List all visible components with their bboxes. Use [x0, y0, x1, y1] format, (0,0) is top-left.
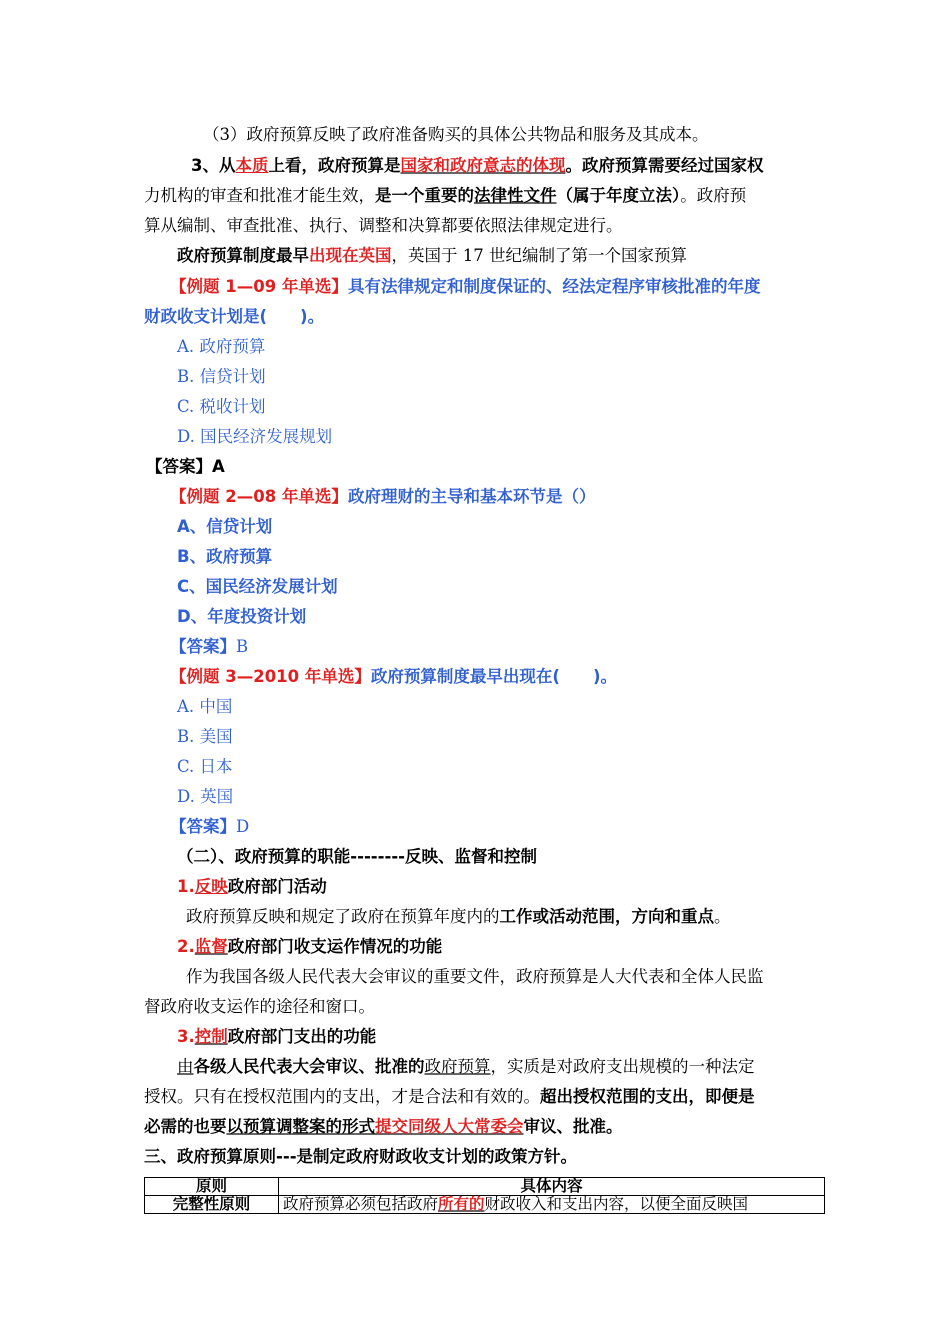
- text-run: 必需的也要: [144, 1117, 227, 1136]
- text-run: ，实质是对政府支出规模的一种法定: [490, 1057, 755, 1076]
- text-run: 政府预算必须包括政府: [283, 1195, 439, 1213]
- highlight-will: 国家和政府意志的体现: [400, 156, 566, 175]
- answer-tag: 【答案】: [170, 817, 236, 836]
- text-run: 政府预算反映和规定了政府在预算年度内的: [186, 907, 500, 926]
- text-run: 以预算调整案的形式: [226, 1117, 375, 1136]
- text-run: 。: [714, 907, 731, 926]
- paragraph-essence-line3: 算从编制、审查批准、执行、调整和决算都要依照法律规定进行。: [144, 216, 623, 235]
- question-3-option: C. 日本: [177, 757, 233, 776]
- question-2-option: C、国民经济发展计划: [177, 577, 338, 596]
- text-run: 政府预算: [424, 1057, 491, 1076]
- question-1-tag: 【例题 1—09 年单选】: [170, 277, 348, 296]
- function-title: 政府部门收支运作情况的功能: [227, 937, 443, 956]
- table-header: 原则: [145, 1178, 279, 1196]
- table-cell: 完整性原则: [145, 1196, 279, 1214]
- question-2-text: 政府理财的主导和基本环节是（）: [347, 487, 596, 506]
- text-run: 。政府预算需要经过国家权: [565, 156, 764, 175]
- section-heading-principles: 三、政府预算原则---是制定政府财政收支计划的政策方针。: [144, 1147, 578, 1166]
- question-3-answer: [170, 816, 249, 838]
- answer-value: D: [236, 817, 250, 836]
- function-key: 反映: [194, 877, 228, 896]
- question-2-answer: [170, 636, 248, 658]
- question-1-stem: 具有法律规定和制度保证的、经法定程序审核批准的年度: [347, 277, 761, 296]
- text-run: 各级人民代表大会审议、批准的: [193, 1057, 425, 1076]
- function-1-body: [186, 906, 731, 928]
- highlight-all: 所有的: [438, 1195, 485, 1213]
- text-run: 是一个重要的: [375, 186, 474, 205]
- question-3-text: 政府预算制度最早出现在( )。: [370, 667, 617, 686]
- table-cell: [279, 1196, 825, 1214]
- question-2-tag: 【例题 2—08 年单选】: [170, 487, 348, 506]
- function-title: 政府部门支出的功能: [227, 1027, 377, 1046]
- question-1-option: C. 税收计划: [177, 397, 266, 416]
- text-run: 审议、批准。: [523, 1117, 623, 1136]
- text-run: 超出授权范围的支出，即便是: [540, 1087, 755, 1106]
- text-run: ，英国于 17 世纪编制了第一个国家预算: [391, 246, 687, 265]
- paragraph-point-3: （3）政府预算反映了政府准备购买的具体公共物品和服务及其成本。: [203, 125, 709, 144]
- paragraph-essence-line1: [191, 155, 763, 177]
- section-heading-functions: （二）、政府预算的职能--------反映、监督和控制: [177, 847, 538, 866]
- function-2-heading: [177, 936, 442, 958]
- text-run: 由: [177, 1057, 194, 1076]
- function-key: 监督: [194, 937, 228, 956]
- function-title: 政府部门活动: [227, 877, 327, 896]
- question-2-option: D、年度投资计划: [177, 607, 307, 626]
- function-3-heading: [177, 1026, 376, 1048]
- question-1-stem-line1: [170, 276, 760, 298]
- principles-table: [144, 1177, 825, 1214]
- function-number: 1.: [177, 877, 195, 896]
- text-run: 工作或活动范围，方向和重点: [499, 907, 714, 926]
- highlight-england: 出现在英国: [309, 246, 392, 265]
- question-3-option: B. 美国: [177, 727, 233, 746]
- function-1-heading: [177, 876, 327, 898]
- function-3-body-line1: [177, 1056, 755, 1078]
- paragraph-origin: [177, 245, 687, 267]
- function-number: 2.: [177, 937, 195, 956]
- table-header-row: [145, 1178, 825, 1196]
- text-run: （属于年度立法）: [556, 186, 681, 205]
- function-number: 3.: [177, 1027, 195, 1046]
- highlight-essence: 本质: [235, 156, 269, 175]
- question-1-answer: 【答案】A: [146, 457, 225, 476]
- text-run: 授权。只有在授权范围内的支出，才是合法和有效的。: [144, 1087, 540, 1106]
- text-run: 3、从: [191, 156, 236, 175]
- text-run: 上看，政府预算是: [268, 156, 401, 175]
- question-2-option: A、信贷计划: [177, 517, 273, 536]
- question-3-tag: 【例题 3—2010 年单选】: [170, 667, 371, 686]
- question-3-option: A. 中国: [177, 697, 233, 716]
- paragraph-essence-line2: [144, 185, 746, 207]
- function-3-body-line3: [144, 1116, 623, 1138]
- answer-value: B: [236, 637, 249, 656]
- question-1-option: B. 信贷计划: [177, 367, 266, 386]
- question-2-option: B、政府预算: [177, 547, 273, 566]
- text-run: 政府预算制度最早: [177, 246, 309, 265]
- function-2-body-line2: 督政府收支运作的途径和窗口。: [144, 997, 375, 1016]
- table-row: [145, 1196, 825, 1214]
- text-run: 财政收入和支出内容，以便全面反映国: [484, 1195, 749, 1213]
- text-run: 提交同级人大常委会: [375, 1117, 524, 1136]
- question-3-stem: [170, 666, 617, 688]
- function-3-body-line2: [144, 1086, 755, 1108]
- text-run: 。政府预: [680, 186, 747, 205]
- question-1-stem-line2: 财政收支计划是( )。: [144, 307, 325, 326]
- answer-tag: 【答案】: [170, 637, 236, 656]
- table-header: 具体内容: [279, 1178, 825, 1196]
- question-1-option: A. 政府预算: [177, 337, 266, 356]
- question-3-option: D. 英国: [177, 787, 234, 806]
- question-1-option: D. 国民经济发展规划: [177, 427, 333, 446]
- function-2-body-line1: 作为我国各级人民代表大会审议的重要文件，政府预算是人大代表和全体人民监: [186, 967, 764, 986]
- text-run: 力机构的审查和批准才能生效，: [144, 186, 375, 205]
- question-2-stem: [170, 486, 595, 508]
- function-key: 控制: [194, 1027, 228, 1046]
- highlight-legal-document: 法律性文件: [474, 186, 557, 205]
